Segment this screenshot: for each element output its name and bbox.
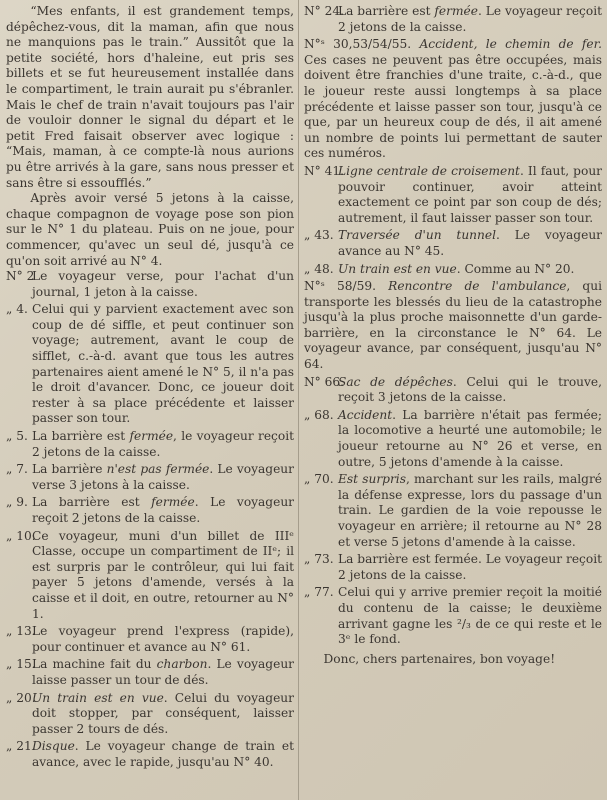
rule-item xyxy=(304,228,602,259)
rule-text: Un train est en vue. Celui du voyageur doit stopper, par conséquent, laisser passer 2 tours de dés. xyxy=(32,690,294,736)
rule-item xyxy=(304,279,602,373)
rule-number: „ 73. xyxy=(304,552,334,567)
rule-text: Accident. La barrière n'était pas fermée; la locomotive a heurté une automobile; le joueur retourne au N° 26 et verse, en outre, 5 jetons d'amende à la caisse. xyxy=(338,407,602,469)
rule-number: N°ˢ 58/59. xyxy=(304,279,377,294)
left-column xyxy=(6,4,294,773)
rule-text: Sac de dépêches. Celui qui le trouve, reçoit 3 jetons de la caisse. xyxy=(338,374,602,405)
rule-number: „ 9. xyxy=(6,495,28,510)
rule-item xyxy=(304,552,602,583)
rule-item xyxy=(304,262,602,278)
rule-item xyxy=(304,585,602,647)
rule-number: N° 2 xyxy=(6,269,35,284)
rule-item xyxy=(6,657,294,688)
rule-number: „ 43. xyxy=(304,228,334,243)
rule-item xyxy=(6,624,294,655)
rule-item xyxy=(304,375,602,406)
rule-number: „ 7. xyxy=(6,462,28,477)
rule-item xyxy=(6,495,294,526)
rule-number: „ 70. xyxy=(304,472,334,487)
rule-item xyxy=(6,269,294,300)
rule-number: „ 4. xyxy=(6,302,28,317)
rule-text: Ce voyageur, muni d'un billet de IIIᵉ Classe, occupe un compartiment de IIᵉ; il est surpris par le contrôleur, qui lui fait payer 5 jetons d'amende, versés à la caisse et il doit, en outre, retourner au N° 1. xyxy=(32,528,294,621)
rule-number: „ 5. xyxy=(6,429,28,444)
rule-number: N° 41. xyxy=(304,163,345,178)
rule-item xyxy=(304,37,602,162)
rule-text: Ligne centrale de croisement. Il faut, pour pouvoir continuer, avoir atteint exactement ce point par son coup de dés; autrement, il faut laisser passer son tour. xyxy=(338,163,602,225)
rule-number: „ 77. xyxy=(304,585,334,600)
rule-text: La barrière est fermée, le voyageur reçoit 2 jetons de la caisse. xyxy=(32,429,295,459)
rule-text: Le voyageur verse, pour l'achat d'un journal, 1 jeton à la caisse. xyxy=(32,269,294,299)
rule-item xyxy=(304,472,602,550)
rule-text: Le voyageur prend l'express (rapide), pour continuer et avance au N° 61. xyxy=(32,624,294,654)
rule-text: La barrière n'est pas fermée. Le voyageur verse 3 jetons à la caisse. xyxy=(32,462,294,492)
rule-text: Rencontre de l'ambulance, qui transporte les blessés du lieu de la catastrophe jusqu'à la plus proche maisonnette d'un garde-barrière, en la circonstance le N° 64. Le voyageur avance, par conséquent, jusqu'au N° 64. xyxy=(304,279,602,372)
rule-text: Un train est en vue. Comme au N° 20. xyxy=(338,261,575,276)
right-column xyxy=(304,4,602,667)
rule-number: „ 15. xyxy=(6,657,36,672)
intro-paragraph: Après avoir versé 5 jetons à la caisse, chaque compagnon de voyage pose son pion sur le N° 1 du plateau. Puis on ne joue, pour commencer, qu'avec un seul dé, jusqu'à ce qu'on soit arrivé au N° 4. xyxy=(6,191,294,268)
rule-text: Celui qui y parvient exactement avec son coup de dé siffle, et peut continuer son voyage; autrement, avant le coup de sifflet, c.-à-d. avant que tous les autres partenaires aient amené le N° 5, il n'a pas le droit d'avancer. Donc, ce joueur doit rester à sa place précédente et laisser passer son tour. xyxy=(32,302,294,426)
rule-text: Est surpris, marchant sur les rails, malgré la défense expresse, lors du passage d'un train. Le gardien de la voie repousse le voyageur en arrière; il retourne au N° 28 et verse 5 jetons d'amende à la caisse. xyxy=(338,472,602,549)
rule-item xyxy=(6,429,294,460)
rule-number: „ 20. xyxy=(6,690,36,705)
rule-text: Traversée d'un tunnel. Le voyageur avance au N° 45. xyxy=(338,228,602,258)
rule-text: Accident, le chemin de fer. Ces cases ne peuvent pas être occupées, mais doivent être franchies d'une traite, c.-à-d., que le joueur reste aussi longtemps à sa place précédente et laisse passer son tour, jusqu'à ce que, par un heureux coup de dés, il ait amené un nombre de points lui permettant de sauter ces numéros. xyxy=(304,37,603,161)
rule-number: „ 21. xyxy=(6,739,36,754)
rule-number: „ 10. xyxy=(6,528,36,543)
rule-text: La barrière est fermée. Le voyageur reçoit 2 jetons de la caisse. xyxy=(338,552,602,582)
intro-paragraph: “Mes enfants, il est grandement temps, dépêchez-vous, dit la maman, afin que nous ne manquions pas le train.” Aussitôt que la petite société, hors d'haleine, eut pris ses billets et se fut heureusement installée dans le compartiment, le train aurait pu s'ébranler. Mais le chef de train n'avait toujours pas l'air de vouloir donner le signal du départ et le petit Fred faisait observer avec logique : “Mais, maman, à ce compte-là nous aurions pu être arrivés à la gare, sans nous presser et sans être si essoufflés.” xyxy=(6,4,294,190)
rule-item xyxy=(304,408,602,470)
rule-item xyxy=(304,4,602,35)
rule-text: Disque. Le voyageur change de train et avance, avec le rapide, jusqu'au N° 40. xyxy=(32,739,294,769)
rule-number: „ 48. xyxy=(304,261,334,276)
rule-item xyxy=(304,164,602,226)
rule-text: La barrière est fermée. Le voyageur reçoit 2 jetons de la caisse. xyxy=(338,4,602,34)
rule-number: N° 24. xyxy=(304,4,345,18)
rule-text: Celui qui y arrive premier reçoit la moitié du contenu de la caisse; le deuxième arrivant gagne les ²/₃ de ce qui reste et le 3ᵉ le fond. xyxy=(338,585,602,647)
rule-item xyxy=(6,529,294,623)
rule-item xyxy=(6,462,294,493)
rule-item xyxy=(6,739,294,770)
closing-line: Donc, chers partenaires, bon voyage! xyxy=(323,651,556,666)
column-divider xyxy=(298,0,299,800)
rule-item xyxy=(6,302,294,427)
rule-item xyxy=(6,691,294,738)
rule-text: La machine fait du charbon. Le voyageur laisse passer un tour de dés. xyxy=(32,657,294,687)
rule-number: N°ˢ 30,53/54/55. xyxy=(304,37,412,52)
rule-number: „ 68. xyxy=(304,407,334,422)
rule-number: N° 66. xyxy=(304,374,345,389)
rule-number: „ 13. xyxy=(6,624,36,639)
rule-text: La barrière est fermée. Le voyageur reçoit 2 jetons de la caisse. xyxy=(32,495,294,525)
